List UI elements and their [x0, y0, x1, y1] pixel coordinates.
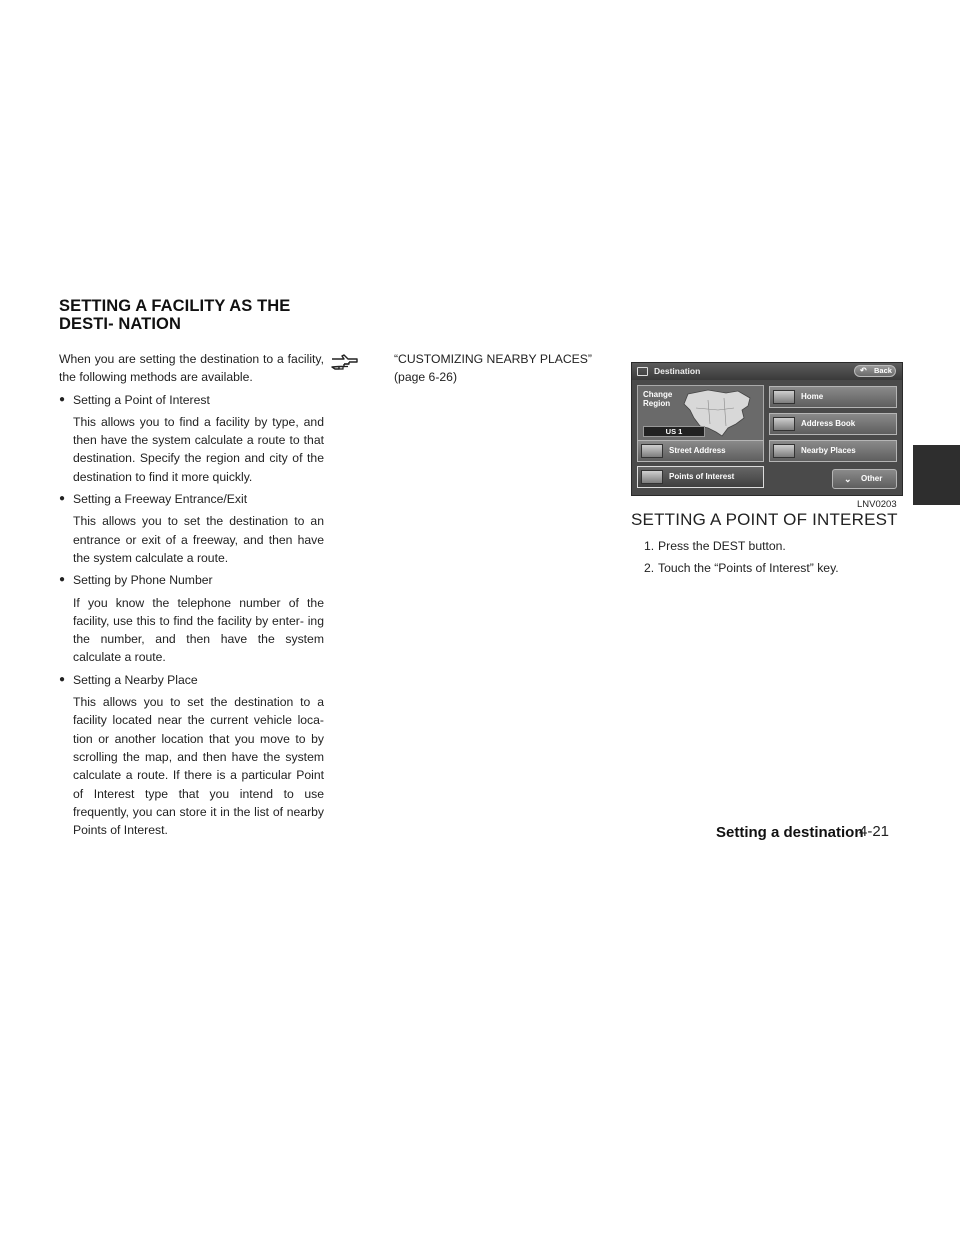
double-chevron-down-icon: ⌄: [844, 474, 852, 484]
screen-title-bar: [632, 363, 902, 380]
section-heading: SETTING A FACILITY AS THE DESTI- NATION: [59, 297, 291, 333]
subsection-heading: SETTING A POINT OF INTEREST: [631, 510, 898, 529]
region-value: US 1: [643, 426, 705, 437]
intro-paragraph: When you are setting the destination to a facility, the following methods are available.: [59, 352, 324, 385]
address-book-button[interactable]: Address Book: [769, 413, 897, 435]
bullet-icon: ●: [59, 493, 66, 505]
bullet-icon: ●: [59, 574, 66, 586]
screen-title: Destination: [654, 366, 701, 376]
method-bullet-2: ● Setting a Freeway Entrance/Exit: [59, 490, 324, 508]
bullet-icon: ●: [59, 673, 66, 685]
back-arrow-icon: ↶: [860, 366, 867, 375]
method-desc-4: This allows you to set the destination to a facility located near the current vehicle loca- tion or another location that you move to by scrolling the map, and then have the system calculate a route. If there is a particular Point of Interest type that you intend to use frequently, you can store it in the list of nearby Points of Interest.: [73, 695, 324, 838]
method-bullet-4: ● Setting a Nearby Place: [59, 671, 324, 689]
home-icon: [773, 390, 795, 404]
pointing-hand-icon: [330, 350, 360, 374]
street-address-button[interactable]: Street Address: [637, 440, 764, 462]
destination-screen-image: [631, 362, 903, 496]
points-of-interest-icon: [641, 470, 663, 484]
method-bullet-3: ● Setting by Phone Number: [59, 571, 324, 589]
nearby-places-button[interactable]: Nearby Places: [769, 440, 897, 462]
bullet-icon: ●: [59, 393, 66, 405]
address-book-icon: [773, 417, 795, 431]
destination-icon: [637, 367, 648, 376]
method-desc-1: This allows you to find a facility by type, and then have the system calculate a route to that destination. Specify the region and city of the destination to find it more quickly.: [73, 414, 324, 484]
home-button[interactable]: Home: [769, 386, 897, 408]
method-desc-3: If you know the telephone number of the facility, use this to find the facility by enter- ing the number, and then have the system calculate a route.: [73, 595, 324, 665]
figure-caption: LNV0203: [857, 499, 897, 510]
step-2: 2. Touch the “Points of Interest” key.: [644, 561, 839, 576]
change-region-label: Change Region: [643, 390, 673, 408]
nearby-places-icon: [773, 444, 795, 458]
methods-column: [59, 350, 324, 839]
change-region-button[interactable]: [637, 385, 764, 441]
xref-text: “CUSTOMIZING NEARBY PLACES” (page 6-26): [394, 352, 592, 385]
step-1: 1. Press the DEST button.: [644, 539, 786, 553]
steps-list: [644, 537, 914, 582]
points-of-interest-button[interactable]: Points of Interest: [637, 466, 764, 488]
street-icon: [641, 444, 663, 458]
back-button[interactable]: ↶ Back: [854, 365, 896, 377]
page-number: 4-21: [859, 823, 890, 840]
footer-section-title: Setting a destination: [716, 824, 864, 841]
chapter-tab: [913, 445, 960, 505]
method-desc-2: This allows you to set the destination to an entrance or exit of a freeway, and then have the system calculate a route.: [73, 514, 324, 565]
other-button[interactable]: ⌄ Other: [832, 469, 897, 489]
method-bullet-1: ● Setting a Point of Interest: [59, 391, 324, 409]
